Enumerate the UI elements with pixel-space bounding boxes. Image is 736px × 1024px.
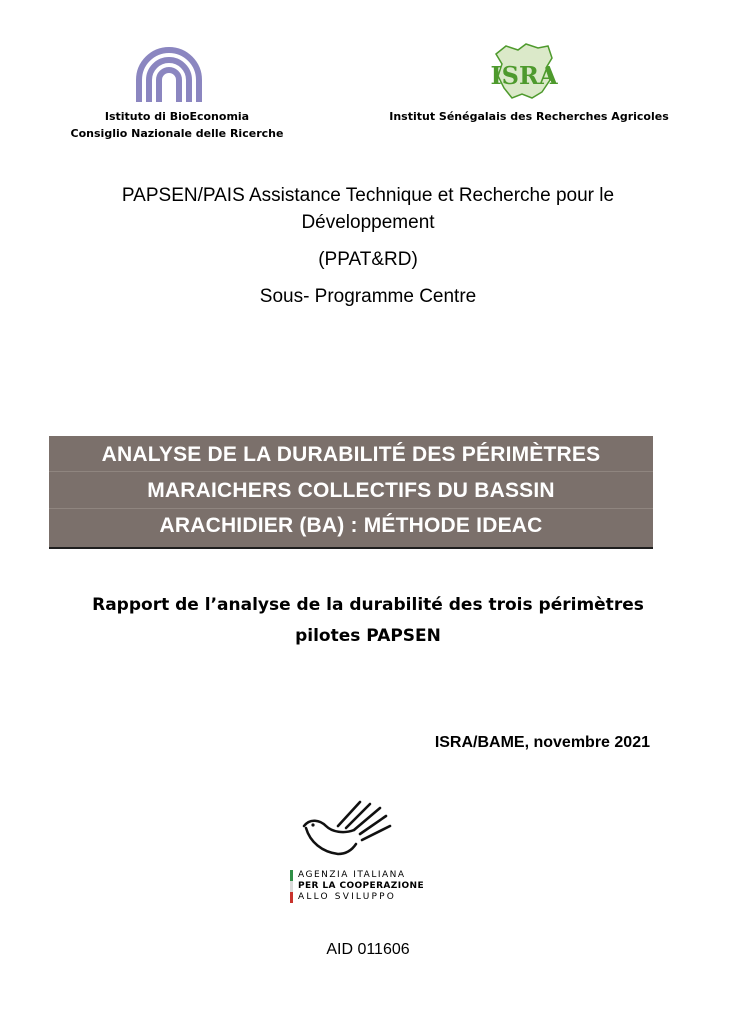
title-box xyxy=(49,436,653,549)
cnr-institute-name: Istituto di BioEconomia xyxy=(104,110,250,123)
dove-icon xyxy=(298,796,404,862)
aics-line-2: PER LA COOPERAZIONE xyxy=(298,881,424,891)
subtitle-line-2: pilotes PAPSEN xyxy=(295,626,441,646)
program-line-1: PAPSEN/PAIS Assistance Technique et Recherche pour le xyxy=(121,185,615,206)
sub-program: Sous- Programme Centre xyxy=(259,286,477,307)
cnr-caption xyxy=(58,108,296,142)
aics-line-1: AGENZIA ITALIANA xyxy=(298,870,406,880)
flag-bar xyxy=(290,870,293,881)
title-line-2: MARAICHERS COLLECTIFS DU BASSIN xyxy=(147,479,555,502)
title-line-1: ANALYSE DE LA DURABILITÉ DES PÉRIMÈTRES xyxy=(101,443,601,466)
cnr-council-name: Consiglio Nazionale delle Ricerche xyxy=(70,127,284,140)
isra-caption: Institut Sénégalais des Recherches Agricoles xyxy=(389,110,669,123)
subtitle-line-1: Rapport de l’analyse de la durabilité des trois périmètres xyxy=(92,595,644,615)
report-date: ISRA/BAME, novembre 2021 xyxy=(434,734,650,751)
aid-number: AID 011606 xyxy=(326,941,410,958)
title-line-3: ARACHIDIER (BA) : MÉTHODE IDEAC xyxy=(159,514,543,537)
program-line-2: Développement xyxy=(301,212,435,233)
isra-logo xyxy=(488,40,560,102)
program-acronym: (PPAT&RD) xyxy=(318,249,418,270)
cnr-logo xyxy=(133,44,205,106)
isra-logo-text: ISRA xyxy=(490,61,558,90)
aics-line-3: ALLO SVILUPPO xyxy=(298,892,397,902)
